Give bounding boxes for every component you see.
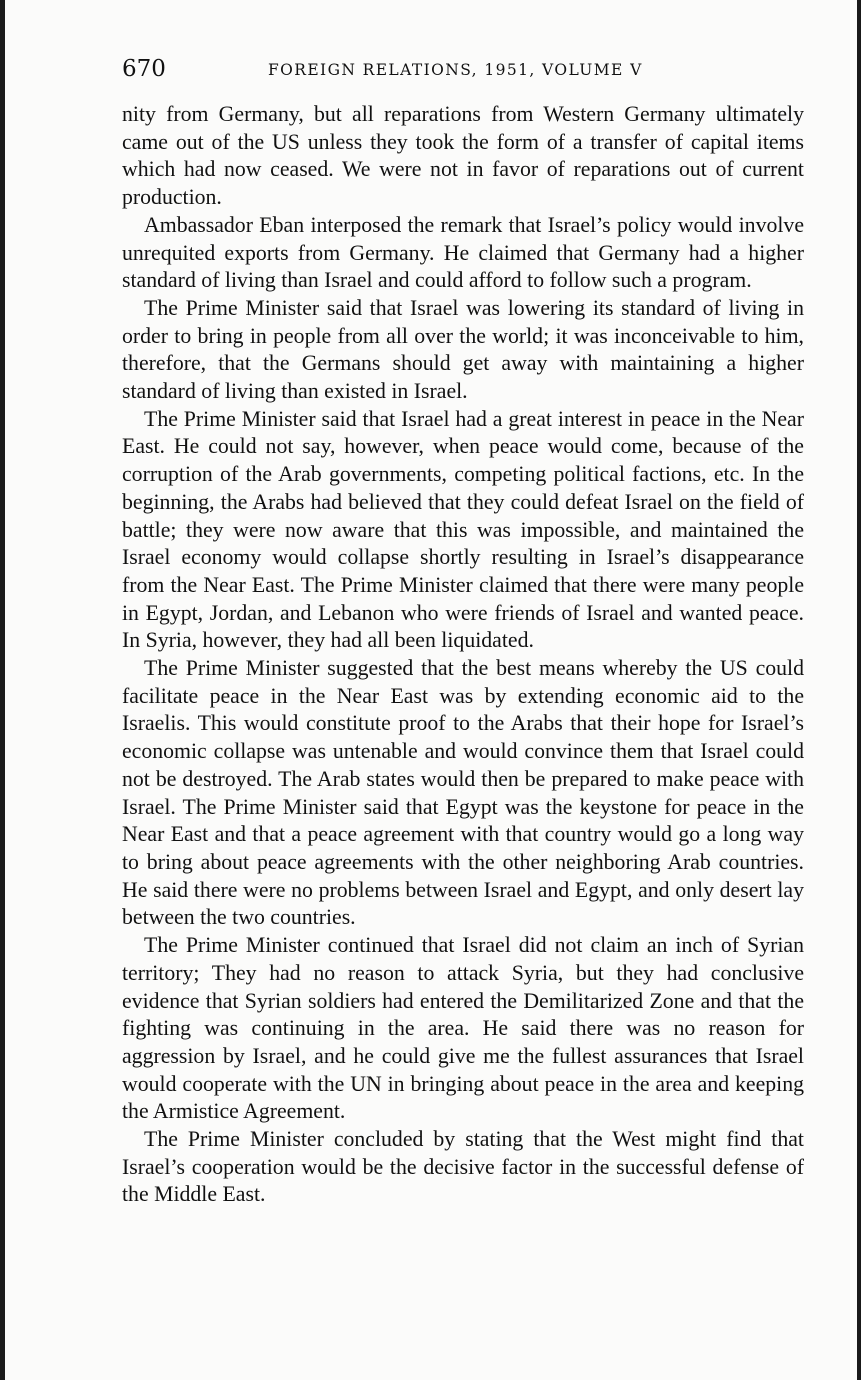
body-text <box>122 101 804 1209</box>
paragraph: Ambassador Eban interposed the remark that Israel’s policy would involve unrequited exports from Germany. He claimed that Germany had a higher standard of living than Israel and could afford to follow such a program. <box>122 212 804 293</box>
paragraph: The Prime Minister suggested that the best means whereby the US could facilitate peace in the Near East was by extending economic aid to the Israelis. This would constitute proof to the Arabs that their hope for Israel’s economic collapse was untenable and would convince them that Israel could not be destroyed. The Arab states would then be prepared to make peace with Israel. The Prime Minister said that Egypt was the keystone for peace in the Near East and that a peace agreement with that country would go a long way to bring about peace agreements with the other neighboring Arab countries. He said there were no problems between Israel and Egypt, and only desert lay between the two countries. <box>122 656 804 930</box>
scan-border-left <box>0 0 5 1380</box>
paragraph: The Prime Minister concluded by stating that the West might find that Israel’s cooperation would be the decisive factor in the successful defense of the Middle East. <box>122 1127 804 1207</box>
page-number: 670 <box>122 56 166 82</box>
paragraph: nity from Germany, but all reparations from Western Germany ultimately came out of the US unless they took the form of a transfer of capital items which had now ceased. We were not in favor of reparations out of current production. <box>122 102 804 210</box>
running-head: FOREIGN RELATIONS, 1951, VOLUME V <box>268 61 643 79</box>
page-header <box>122 55 804 85</box>
paragraph: The Prime Minister continued that Israel did not claim an inch of Syrian territory; They had no reason to attack Syria, but they had conclusive evidence that Syrian soldiers had entered the Demilitarized Zone and that the fighting was continuing in the area. He said there was no reason for aggression by Israel, and he could give me the fullest assurances that Israel would cooperate with the UN in bringing about peace in the area and keeping the Armistice Agreement. <box>122 933 804 1124</box>
paragraph: The Prime Minister said that Israel had a great interest in peace in the Near East. He could not say, however, when peace would come, because of the corruption of the Arab governments, competing political factions, etc. In the beginning, the Arabs had believed that they could defeat Israel on the field of battle; they were now aware that this was impossible, and maintained the Israel economy would collapse shortly resulting in Israel’s disappearance from the Near East. The Prime Minister claimed that there were many people in Egypt, Jordan, and Lebanon who were friends of Israel and wanted peace. In Syria, however, they had all been liquidated. <box>122 406 804 653</box>
paragraph: The Prime Minister said that Israel was lowering its standard of living in order to bring in people from all over the world; it was inconceivable to him, therefore, that the Germans should get away with maintaining a higher standard of living than existed in Israel. <box>122 295 804 404</box>
scan-border-right <box>857 0 861 1380</box>
